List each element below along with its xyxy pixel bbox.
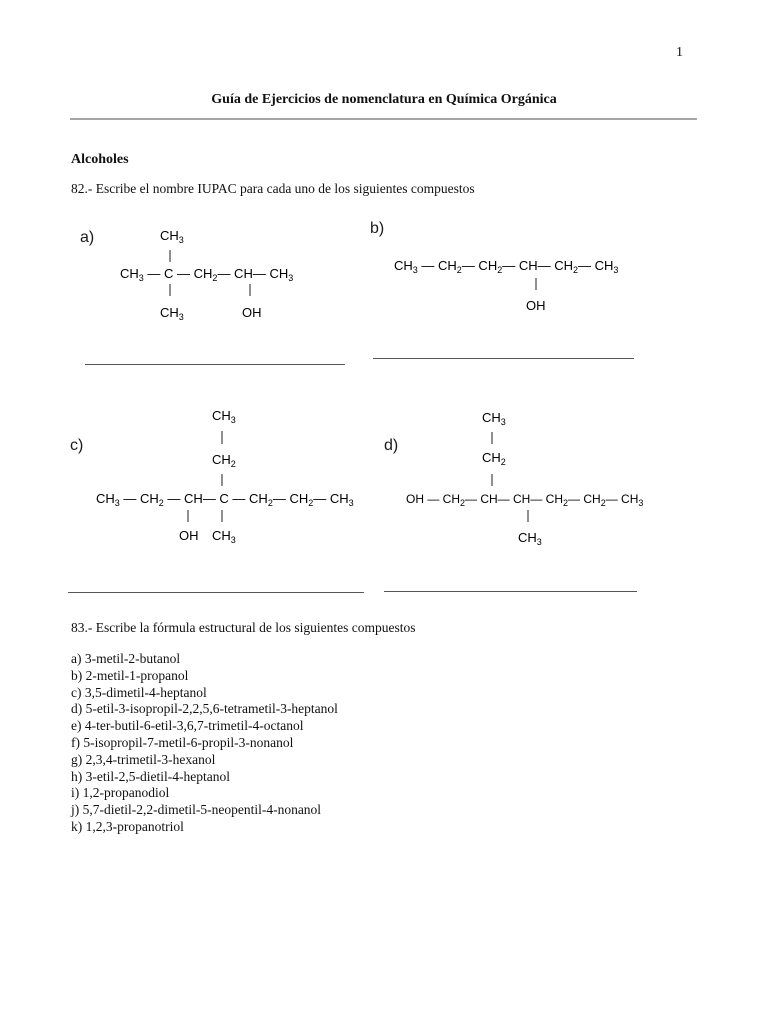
molecule-d-below — [518, 530, 542, 547]
group-ch3: $CH_3$ — [212, 528, 236, 545]
molecule-b-label: b) — [370, 220, 385, 237]
list-item: g) 2,3,4-trimetil-3-hexanol — [71, 751, 216, 767]
list-item: i) 1,2-propanodiol — [71, 785, 170, 801]
group-ch3: $CH_3$ — [160, 305, 184, 322]
group-oh: OH — [179, 528, 199, 543]
molecule-c-label: c) — [70, 437, 84, 454]
molecule-a-structure — [110, 220, 330, 330]
answer-line-b[interactable] — [373, 358, 634, 359]
molecule-d-structure — [404, 400, 674, 550]
answer-line-d[interactable] — [384, 591, 637, 592]
list-item: f) 5-isopropil-7-metil-6-propil-3-nonanol — [71, 734, 294, 750]
list-item: e) 4-ter-butil-6-etil-3,6,7-trimetil-4-octanol — [71, 718, 304, 734]
molecule-c-chain: $CH_3$ — $CH_2$ — CH— C — $CH_2—$ $CH_2—$ $CH_3$ — [96, 491, 354, 508]
exercise-82-prompt: 82.- Escribe el nombre IUPAC para cada uno de los siguientes compuestos — [71, 181, 475, 196]
group-ch3: $CH_3$ — [160, 228, 184, 245]
compound-name-list — [71, 651, 338, 836]
molecule-a-below — [160, 305, 262, 322]
molecule-b-chain: $CH_3$ — $CH_2—$ $CH_2—$ CH— $CH_2—$ $CH_3$ — [394, 258, 619, 275]
list-item: j) 5,7-dietil-2,2-dimetil-5-neopentil-4-nonanol — [71, 802, 322, 818]
answer-line-a[interactable] — [85, 364, 345, 365]
list-item: b) 2-metil-1-propanol — [71, 667, 189, 683]
answer-line-c[interactable] — [68, 592, 364, 593]
molecule-d-above — [482, 410, 506, 486]
page-number: 1 — [676, 45, 683, 60]
group-ch3: $CH_3$ — [482, 410, 506, 427]
list-item: h) 3-etil-2,5-dietil-4-heptanol — [71, 768, 230, 784]
molecule-d-label: d) — [384, 437, 399, 454]
molecule-c-above — [212, 408, 236, 486]
group-ch3: $CH_3$ — [212, 408, 236, 425]
group-ch2: $CH_2$ — [212, 452, 236, 469]
list-item: k) 1,2,3-propanotriol — [71, 818, 184, 834]
group-ch2: $CH_2$ — [482, 450, 506, 467]
molecule-a-label: a) — [80, 229, 95, 246]
group-oh: OH — [526, 298, 546, 313]
list-item: d) 5-etil-3-isopropil-2,2,5,6-tetrametil-3-heptanol — [71, 701, 338, 717]
molecule-b-structure — [390, 250, 640, 320]
document-title: Guía de Ejercicios de nomenclatura en Química Orgánica — [211, 92, 557, 107]
group-ch3: $CH_3$ — [518, 530, 542, 547]
molecule-c-below — [179, 528, 236, 545]
group-oh: OH — [242, 305, 262, 320]
molecule-a-above — [160, 228, 184, 245]
molecule-a-chain: $CH_3$ — C — $CH_2—$ CH— $CH_3$ — [120, 266, 294, 283]
list-item: a) 3-metil-2-butanol — [71, 651, 181, 666]
exercise-83-prompt: 83.- Escribe la fórmula estructural de los siguientes compuestos — [71, 620, 416, 635]
list-item: c) 3,5-dimetil-4-heptanol — [71, 684, 207, 700]
molecule-c-structure — [90, 400, 365, 550]
title-divider — [70, 118, 697, 120]
section-heading: Alcoholes — [71, 152, 129, 167]
molecule-d-chain: OH — $CH_2—$ CH— CH— $CH_2—$ $CH_2—$ $CH_3$ — [406, 492, 644, 508]
